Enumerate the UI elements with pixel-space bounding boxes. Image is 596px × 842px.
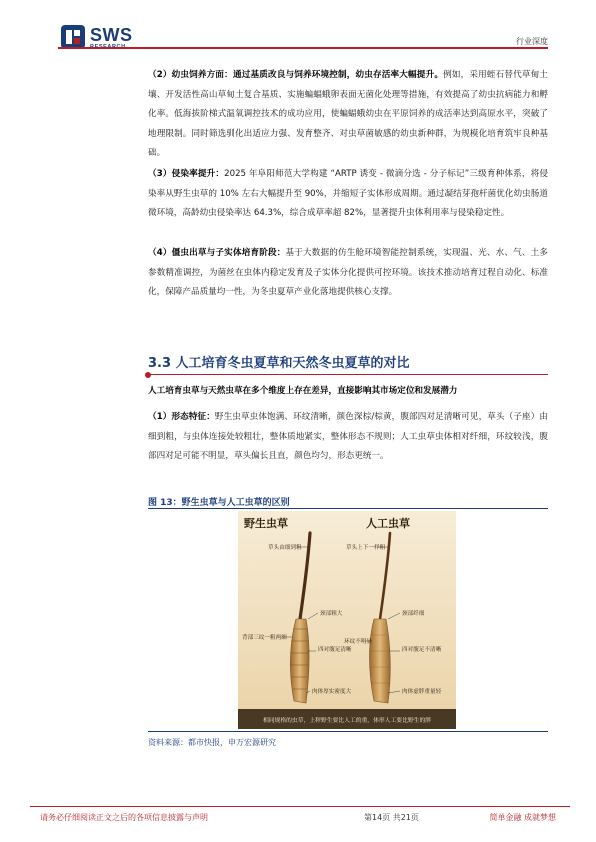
section-title: 3.3 人工培育冬虫夏草和天然冬虫夏草的对比	[148, 356, 410, 371]
wild-label-flesh: 肉体厚实密度大	[312, 689, 352, 695]
artificial-title: 人工虫草	[366, 517, 410, 530]
paragraph-infection-rate	[148, 165, 548, 224]
paragraph-body: 例如，采用蛭石替代草甸土壤、开发活性高山草甸土复合基质、实施蝙蝠蛾卵表面无菌化处理等措施，有效提高了幼虫抗病能力和孵化率。低海拔阶梯式温氧调控技术的成功应用，使蝙蝠蛾幼虫在平原饲养的成活率达到高原水平，突破了地理限制。同时筛选驯化出适应力强、发育整齐、对虫草菌敏感的幼虫新种群，为规模化培育筑牢良种基础。	[148, 70, 548, 159]
section-subtitle	[148, 382, 548, 402]
wild-title: 野生虫草	[244, 517, 288, 530]
artificial-label-rings: 环纹不明显	[344, 639, 372, 645]
figure-source: 资料来源：都市快报，申万宏源研究	[148, 738, 276, 747]
figure-background	[238, 511, 456, 729]
artificial-label-legs: 四对腹足不清晰	[402, 647, 442, 653]
footer-divider	[30, 806, 570, 807]
paragraph-lead: （3）侵染率提升：	[148, 169, 225, 179]
logo-text: SWS	[90, 25, 133, 45]
artificial-label-neck: 颈部纤细	[402, 611, 425, 617]
paragraph-lead: （1）形态特征：	[148, 412, 215, 422]
sws-logo	[60, 24, 152, 54]
artificial-label-head: 草头上下一样粗	[346, 545, 386, 551]
page-header	[0, 0, 596, 60]
report-category: 行业深度	[516, 37, 548, 46]
source-divider	[148, 731, 548, 732]
wild-label-neck: 颈部粗大	[320, 611, 343, 617]
artificial-body	[370, 619, 391, 703]
paragraph-larva-rearing	[148, 66, 548, 164]
wild-label-legs: 四对腹足清晰	[318, 647, 352, 653]
artificial-label-flesh: 肉体虚胖重量轻	[402, 689, 442, 695]
header-divider	[58, 47, 548, 49]
figure-bottom-text: 相同规格的虫草，上秤野生要比人工的重，体形人工要比野生的胖	[262, 718, 432, 724]
cordyceps-comparison-figure	[238, 511, 456, 729]
paragraph-lead: （2）幼虫饲养方面：通过基质改良与饲养环境控制，幼虫存活率大幅提升。	[148, 70, 444, 80]
section-divider	[148, 374, 548, 375]
footer-disclaimer: 请务必仔细阅读正文之后的各项信息披露与声明	[40, 813, 208, 822]
figure-caption-divider	[148, 508, 548, 509]
footer-slogan: 简单金融 成就梦想	[489, 813, 556, 822]
page-number: 第14页 共21页	[364, 813, 419, 822]
section-subtitle-text: 人工培育虫草与天然虫草在多个维度上存在差异，直接影响其市场定位和发展潜力	[148, 386, 458, 396]
wild-body	[290, 619, 309, 703]
paragraph-body: 2025 年阜阳师范大学构建 “ARTP 诱变 - 微滴分选 - 分子标记”三级育种体系，将侵染率从野生虫草的 10% 左右大幅提升至 90%，并缩短子实体形成周期。通过凝结芽孢杆菌优化幼虫肠道微环境，高龄幼虫侵染率达 64.3%，综合成草率超 82%，显著提升虫体利用率与侵染稳定性。	[148, 169, 548, 219]
paragraph-body: 野生虫草虫体饱满、环纹清晰，颜色深棕/棕黄，腹部四对足清晰可见，草头（子座）由细到粗，与虫体连接处较粗壮，整体质地紧实，整体形态不规则；人工虫草虫体相对纤细，环纹较浅，腹部四对足可能不明显，草头偏长且直，颜色均匀，形态更统一。	[148, 412, 548, 462]
paragraph-morphology	[148, 408, 548, 467]
paragraph-fruiting-stage	[148, 244, 548, 303]
paragraph-lead: （4）僵虫出草与子实体培育阶段：	[148, 248, 286, 258]
wild-label-head: 草头由细到粗	[268, 545, 302, 551]
figure-caption: 图 13：野生虫草与人工虫草的区别	[148, 498, 290, 508]
wild-label-back: 背部三纹一粗两细	[242, 635, 287, 641]
paragraph-body: 基于大数据的仿生舱环境智能控制系统，实现温、光、水、气、土多参数精准调控，为菌丝在虫体内稳定发育及子实体分化提供可控环境。该技术推动培育过程自动化、标准化，保障产品质量均一性，为冬虫夏草产业化落地提供核心支撑。	[148, 248, 548, 298]
section-divider-dot	[145, 372, 151, 378]
